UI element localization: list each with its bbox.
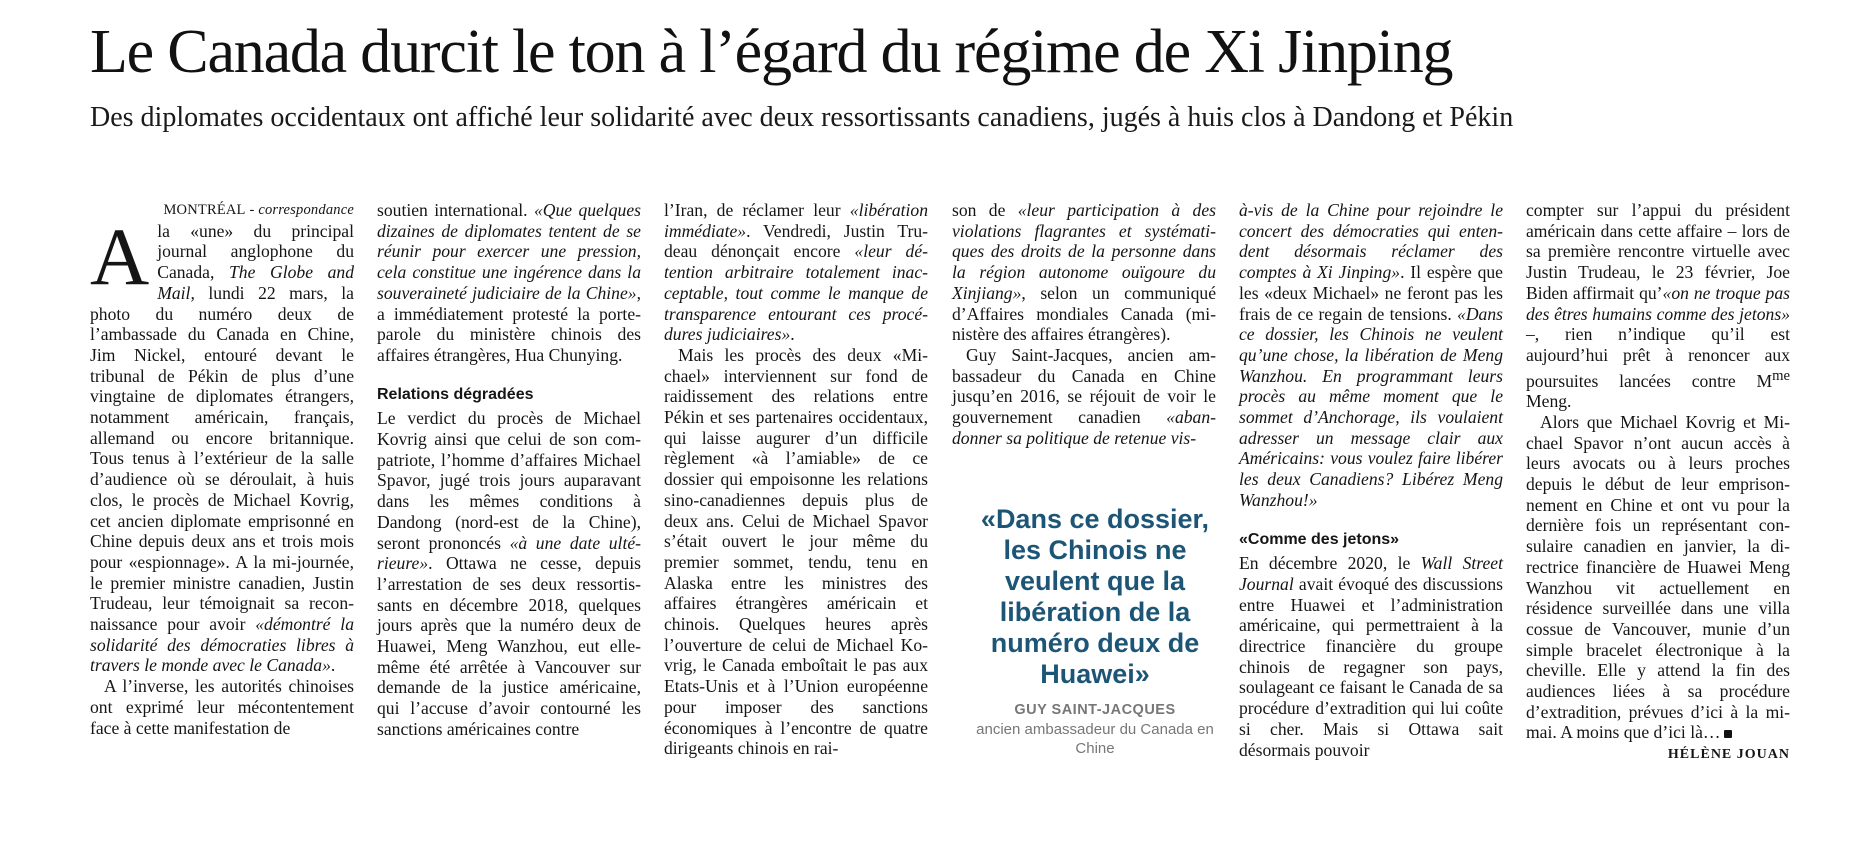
end-mark-icon	[1724, 730, 1732, 738]
column-2	[377, 200, 641, 740]
pull-quote	[960, 504, 1230, 758]
paragraph: l’Iran, de réclamer leur «libération immédiate». Vendredi, Justin Trudeau dénonçait encore «leur détention arbitraire totalement inacceptable, tout comme le manque de transparence entourant ces procédures judiciaires».	[664, 200, 928, 345]
paragraph: A l’inverse, les autorités chinoises ont exprimé leur mécontentement face à cette manifestation de	[90, 676, 354, 738]
column-body	[952, 200, 1216, 448]
pull-quote-text: «Dans ce dossier, les Chinois ne veulent que la libération de la numéro deux de Huawei»	[980, 504, 1210, 689]
column-body	[1526, 200, 1790, 743]
paragraph: Mais les procès des deux «Michael» interviennent sur fond de raidissement des relations entre Pékin et ses partenaires occidentaux, qui laisse augurer d’un difficile règlement «à l’amiable» de ce dossier qui empoisonne les relations sino-canadiennes depuis plus de deux ans. Celui de Michael Spavor s’était ouvert le jour même du premier sommet, tendu, tenu en Alaska entre les ministres des affaires étrangères américain et chinois. Quelques heures après l’ouverture de celui de Michael Kovrig, le Canada emboîtait le pas aux Etats-Unis et à l’Union européenne pour imposer des sanctions économiques à l’encontre de quatre dirigeants chinois en rai-	[664, 344, 928, 759]
author-byline: HÉLÈNE JOUAN	[1667, 747, 1790, 763]
paragraph: En décembre 2020, le Wall Street Journal avait évoqué des discussions entre Huawei et l’administration américaine, qui permettraient à la directrice financière du groupe chinois de regagner son pays, soulageant ce faisant le Canada de sa procédure d’extradition qui lui coûte si cher. Mais si Ottawa sait désormais pouvoir	[1239, 553, 1503, 760]
column-4	[952, 200, 1216, 448]
paragraph: compter sur l’appui du président américain dans cette affaire – lors de sa première rencontre virtuelle avec Justin Trudeau, le 23 février, Joe Biden affirmait qu’«on ne troque pas des êtres humains comme des jetons» –, rien n’indique qu’il est aujourd’hui prêt à renoncer aux poursuites lancées contre $M^{me}$ Meng.	[1526, 200, 1790, 412]
dateline-role: correspondance	[258, 202, 354, 218]
pull-quote-attribution-role: ancien ambassadeur du Canada en Chine	[976, 721, 1214, 757]
drop-cap: A	[90, 210, 150, 302]
column-body	[664, 200, 928, 759]
pull-quote-attribution-name: GUY SAINT-JACQUES	[1014, 702, 1176, 718]
paragraph: son de «leur participation à des violations flagrantes et systématiques des droits de la personne dans la région autonome ouïgoure du Xinjiang», selon un communiqué d’Affaires mondiales Canada (ministère des affaires étrangères).	[952, 200, 1216, 345]
lead-paragraph: Ala «une» du principal journal anglophone du Canada, The Globe and Mail, lundi 22 mars, la photo du numéro deux de l’ambassade du Canada en Chine, Jim Nickel, entouré devant le tribunal de Pékin de plus d’une vingtaine de diplomates étrangers, notamment américain, français, allemand ou encore britannique. Tous tenus à l’extérieur de la salle d’audience où se déroulait, à huis clos, le procès de Michael Kovrig, cet ancien diplomate emprisonné en Chine depuis deux ans et trois mois pour «espionnage». A la mi-journée, le premier ministre canadien, Justin Trudeau, leur témoignait sa reconnaissance pour avoir «démontré la solidarité des démocraties libres à travers le monde avec le Canada».	[90, 210, 355, 676]
paragraph: Le verdict du procès de Michael Kovrig ainsi que celui de son compatriote, l’homme d’affaires Michael Spavor, jugé trois jours auparavant dans les mêmes conditions à Dandong (nord-est de la Chine), seront prononcés «à une date ultérieure». Ottawa ne cesse, depuis l’arrestation de ses deux ressortissants en décembre 2018, quelques jours après que la numéro deux de Huawei, Meng Wanzhou, eut elle-même été arrêtée à Vancouver sur demande de la justice américaine, qui l’accuse d’avoir contourné les sanctions américaines contre	[377, 408, 641, 739]
subheadline: Des diplomates occidentaux ont affiché leur solidarité avec deux ressortissants canadiens, jugés à huis clos à Dandong et Pékin	[90, 102, 1514, 133]
paragraph: à-vis de la Chine pour rejoindre le concert des démocraties qui entendent désormais réclamer des comptes à Xi Jinping». Il espère que les «deux Michael» ne feront pas les frais de ce regain de tensions. «Dans ce dossier, les Chinois ne veulent qu’une chose, la libération de Meng Wanzhou. En programmant leurs procès au même moment que le sommet d’Anchorage, ils voulaient adresser un message clair aux Américains: vous voulez faire libérer les deux Canadiens? Libérez Meng Wanzhou!»	[1239, 200, 1503, 510]
section-subheading: «Comme des jetons»	[1239, 530, 1400, 548]
column-3	[664, 200, 928, 759]
column-body	[377, 200, 641, 740]
column-1	[90, 200, 354, 738]
paragraph: Alors que Michael Kovrig et Michael Spavor n’ont aucun accès à leurs avocats ou à leurs proches depuis le début de leur emprisonnement en Chine et ont vu pour la dernière fois un représentant consulaire canadien en janvier, la directrice financière de Huawei Meng Wanzhou vit actuellement en résidence surveillée dans une villa cossue de Vancouver, munie d’un simple bracelet électronique à la cheville. Elle y attend la fin des audiences liées à sa procédure d’extradition, prévues d’ici à la mi-mai. A moins que d’ici là…	[1526, 411, 1790, 743]
paragraph: soutien international. «Que quelques dizaines de diplomates tentent de se réunir pour exercer une pression, cela constitue une ingérence dans la souveraineté judiciaire de la Chine», a immédiatement protesté la porte-parole du ministère chinois des affaires étrangères, Hua Chunying.	[377, 200, 641, 365]
column-6	[1526, 200, 1790, 766]
column-5	[1239, 200, 1503, 760]
section-subheading: Relations dégradées	[377, 385, 534, 403]
paragraph: Guy Saint-Jacques, ancien ambassadeur du Canada en Chine jusqu’en 2016, se réjouit de voir le gouvernement canadien «abandonner sa politique de retenue vis-	[952, 344, 1216, 448]
dateline-place: MONTRÉAL	[163, 202, 246, 218]
headline: Le Canada durcit le ton à l’égard du régime de Xi Jinping	[90, 18, 1453, 86]
column-body	[1239, 200, 1503, 760]
dateline-separator: -	[245, 202, 259, 218]
